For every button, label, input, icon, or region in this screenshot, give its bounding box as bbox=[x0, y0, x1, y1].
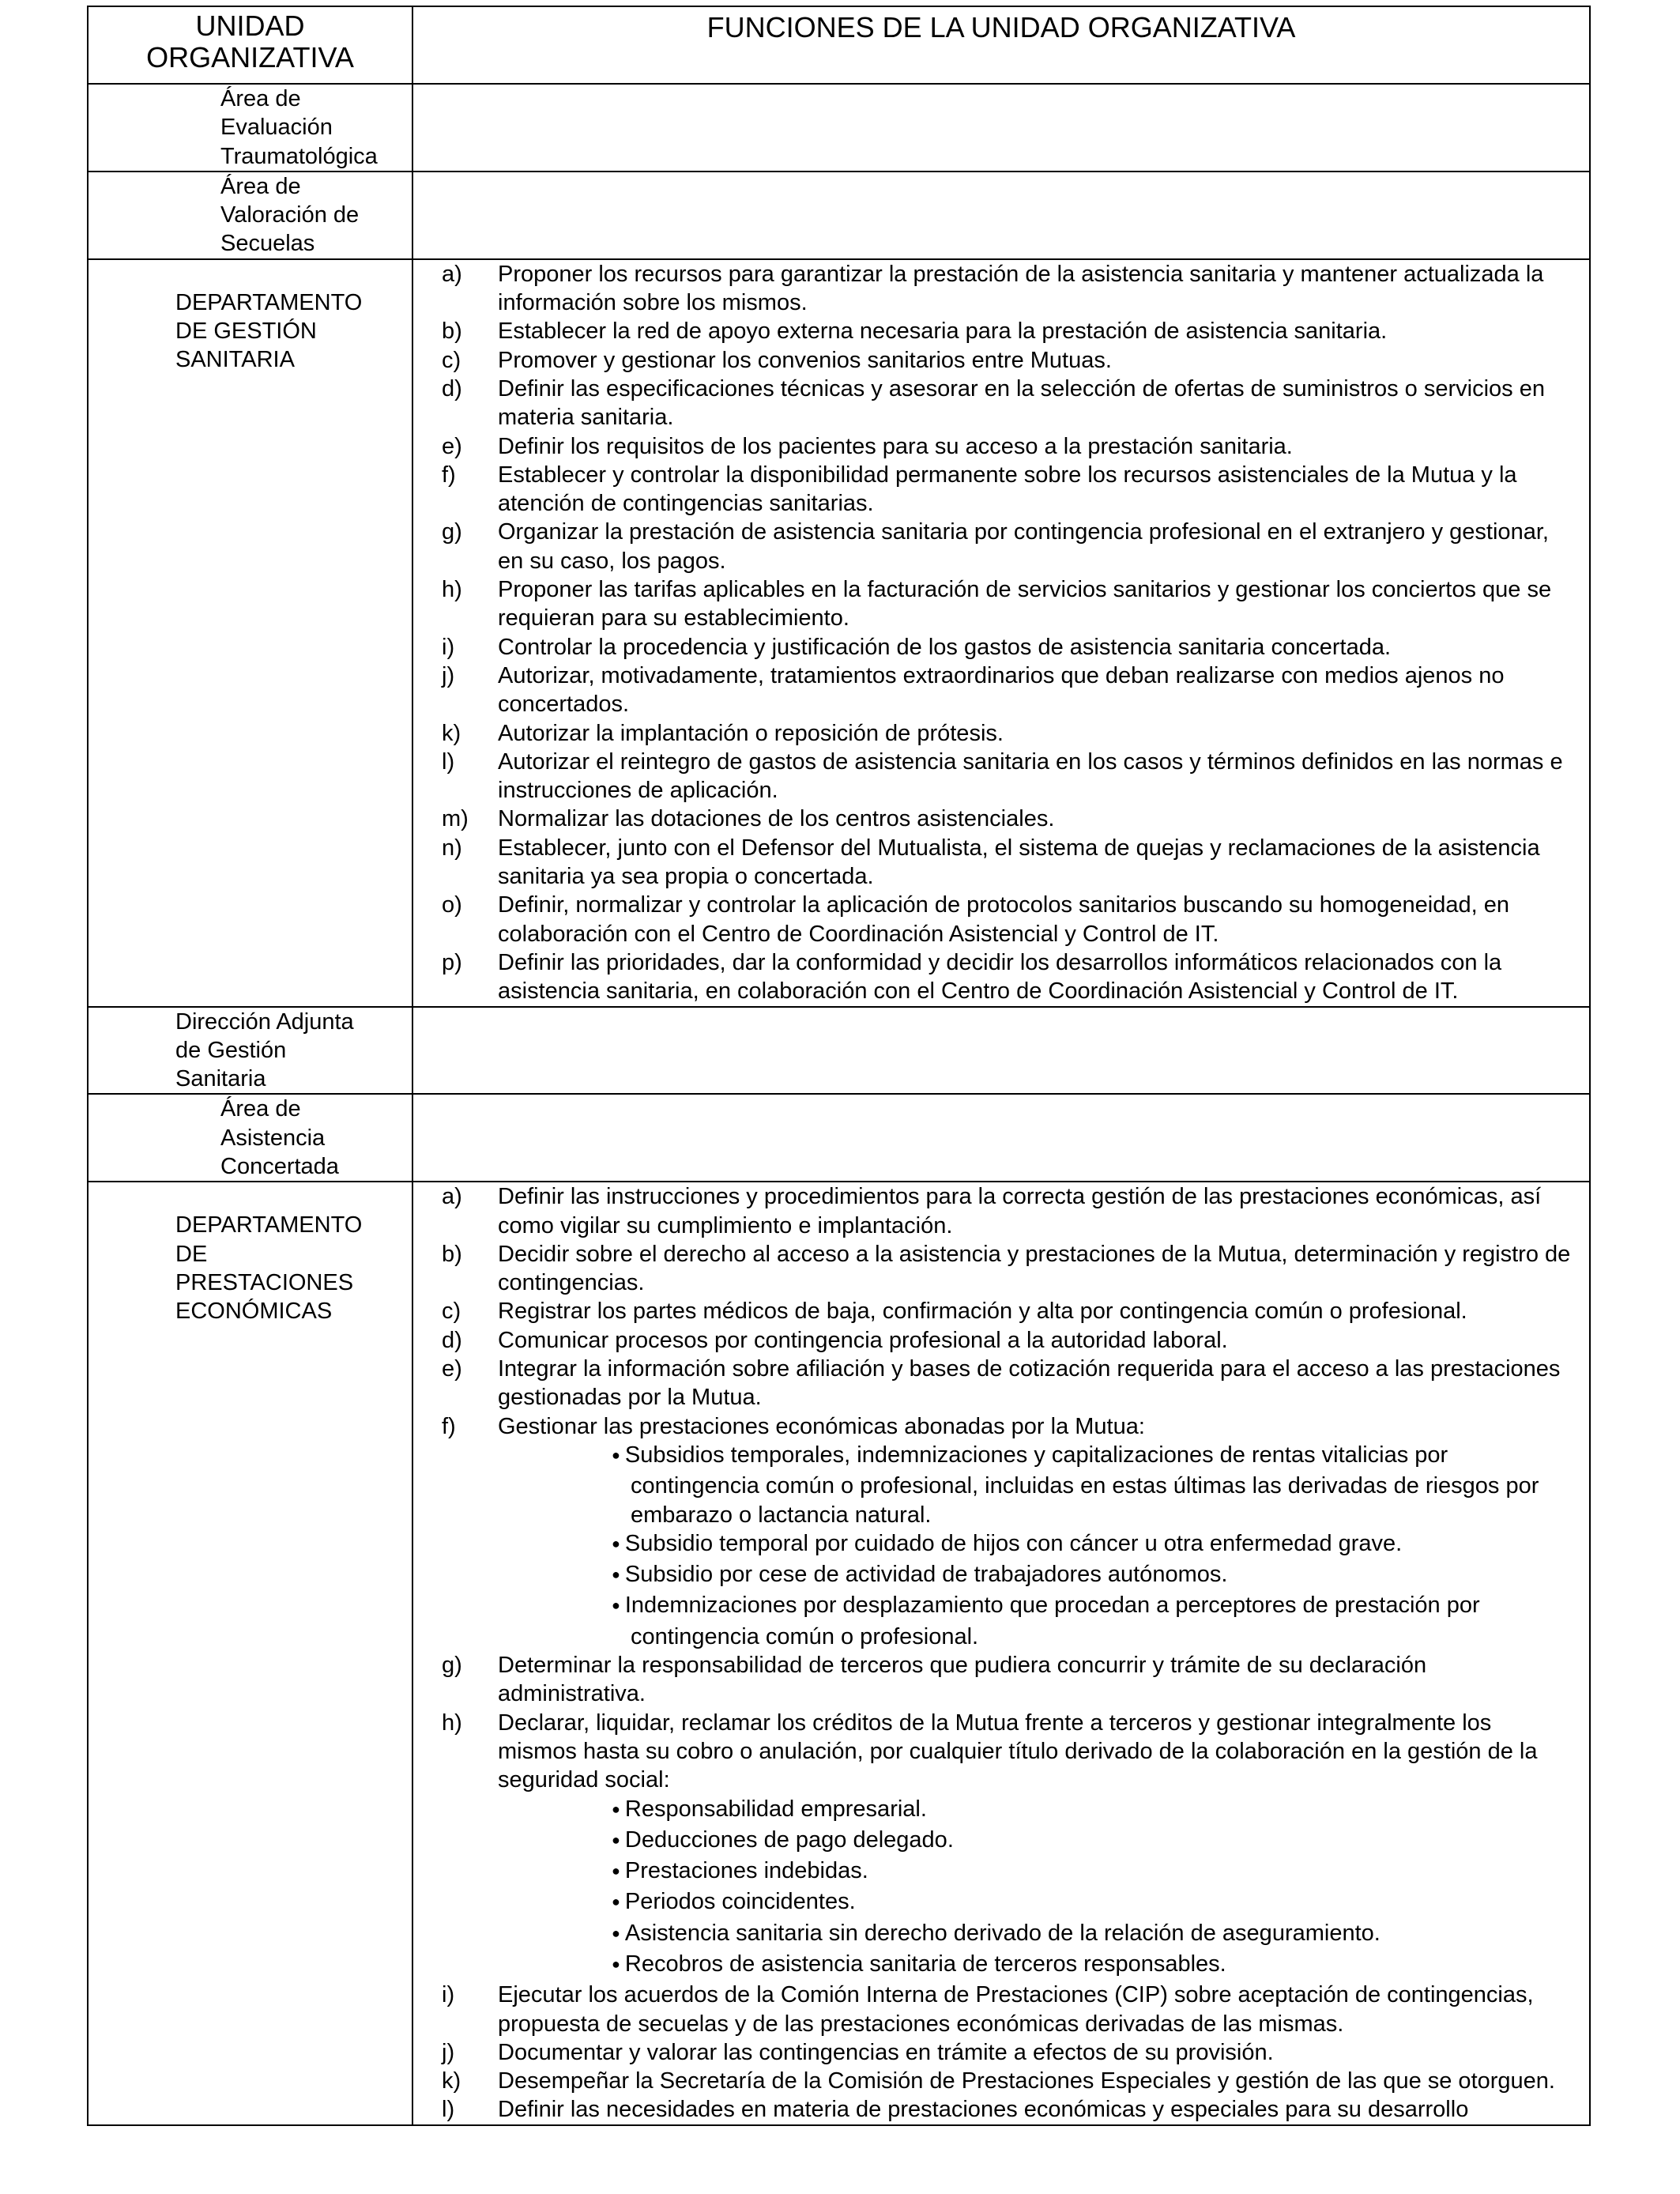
list-item bbox=[413, 1182, 1573, 1240]
bullet-item: ● Subsidio temporal por cuidado de hijos con cáncer u otra enfermedad grave. bbox=[593, 1529, 1573, 1560]
item-label: k) bbox=[442, 720, 461, 746]
functions-cell-empty bbox=[412, 1094, 1590, 1182]
table-row bbox=[88, 84, 1590, 172]
item-text: Desempeñar la Secretaría de la Comisión de Prestaciones Especiales y gestión de las que se otorguen. bbox=[498, 2068, 1555, 2094]
list-item bbox=[413, 1240, 1573, 1298]
list-item bbox=[413, 1709, 1573, 1981]
table-row bbox=[88, 1182, 1590, 2125]
list-item bbox=[413, 2038, 1573, 2067]
item-text: Autorizar, motivadamente, tratamientos extraordinarios que deban realizarse con medios ajenos no concertados. bbox=[498, 662, 1505, 718]
item-label: c) bbox=[442, 347, 461, 373]
item-label: p) bbox=[442, 949, 462, 975]
list-item bbox=[413, 891, 1573, 948]
list-item bbox=[413, 1651, 1573, 1709]
list-item bbox=[413, 1297, 1573, 1325]
item-label: c) bbox=[442, 1299, 461, 1325]
item-label: g) bbox=[442, 1653, 462, 1679]
unit-departamento-prestaciones: DEPARTAMENTO DE PRESTACIONES ECONÓMICAS bbox=[88, 1182, 412, 2125]
list-item bbox=[413, 1355, 1573, 1412]
item-label: d) bbox=[442, 375, 462, 401]
item-label: g) bbox=[442, 519, 462, 545]
list-item bbox=[413, 1412, 1573, 1651]
bullet-item: ● Indemnizaciones por desplazamiento que procedan a perceptores de prestación por contingencia común o profesional. bbox=[593, 1591, 1573, 1651]
bullet-item: ● Periodos coincidentes. bbox=[593, 1887, 1573, 1918]
item-text: Definir las necesidades en materia de prestaciones económicas y especiales para su desarrollo bbox=[498, 2097, 1469, 2123]
item-text: Declarar, liquidar, reclamar los créditos de la Mutua frente a terceros y gestionar integralmente los mismos hasta su cobro o anulación, por cualquier título derivado de la colaboración en la gestión de la seguridad social: bbox=[498, 1710, 1538, 1793]
functions-cell-gestion bbox=[412, 259, 1590, 1007]
item-text: Normalizar las dotaciones de los centros asistenciales. bbox=[498, 806, 1055, 832]
item-text: Ejecutar los acuerdos de la Comión Interna de Prestaciones (CIP) sobre aceptación de contingencias, propuesta de secuelas y de las prestaciones económicas derivadas de las mismas. bbox=[498, 1982, 1534, 2037]
list-item bbox=[413, 948, 1573, 1006]
item-label: f) bbox=[442, 1413, 456, 1439]
item-text: Definir las instrucciones y procedimientos para la correcta gestión de las prestaciones económicas, así como vigilar su cumplimiento e implantación. bbox=[498, 1184, 1542, 1238]
item-text: Definir las prioridades, dar la conformidad y decidir los desarrollos informáticos relacionados con la asistencia sanitaria, en colaboración con el Centro de Coordinación Asistencial y Control de IT. bbox=[498, 949, 1502, 1005]
bullet-item: ● Responsabilidad empresarial. bbox=[593, 1795, 1573, 1826]
item-label: i) bbox=[442, 634, 455, 660]
bullet-list bbox=[498, 1795, 1573, 1981]
list-item bbox=[413, 518, 1573, 575]
list-item bbox=[413, 432, 1573, 461]
functions-cell-empty bbox=[412, 1007, 1590, 1095]
functions-list-gestion bbox=[413, 260, 1589, 1006]
item-text: Definir los requisitos de los pacientes para su acceso a la prestación sanitaria. bbox=[498, 433, 1293, 459]
table-row bbox=[88, 259, 1590, 1007]
item-label: b) bbox=[442, 319, 462, 345]
bullet-item: ● Subsidios temporales, indemnizaciones y capitalizaciones de rentas vitalicias por contingencia común o profesional, incluidas en estas últimas las derivadas de riesgos por embarazo o lactancia natural. bbox=[593, 1441, 1573, 1529]
list-item bbox=[413, 834, 1573, 892]
item-text: Establecer la red de apoyo externa necesaria para la prestación de asistencia sanitaria. bbox=[498, 319, 1388, 345]
functions-cell-empty bbox=[412, 84, 1590, 172]
bullet-item: ● Recobros de asistencia sanitaria de terceros responsables. bbox=[593, 1950, 1573, 1981]
item-text: Autorizar el reintegro de gastos de asistencia sanitaria en los casos y términos definidos en las normas e instrucciones de aplicación. bbox=[498, 748, 1563, 804]
item-label: h) bbox=[442, 577, 462, 603]
list-item bbox=[413, 2095, 1573, 2124]
item-label: b) bbox=[442, 1241, 462, 1267]
item-label: a) bbox=[442, 261, 462, 287]
item-label: k) bbox=[442, 2068, 461, 2094]
functions-table bbox=[87, 6, 1591, 2126]
item-text: Promover y gestionar los convenios sanitarios entre Mutuas. bbox=[498, 347, 1112, 373]
item-text: Comunicar procesos por contingencia profesional a la autoridad laboral. bbox=[498, 1327, 1228, 1353]
list-item bbox=[413, 346, 1573, 375]
bullet-list bbox=[498, 1441, 1573, 1651]
header-unit: UNIDAD ORGANIZATIVA bbox=[88, 6, 412, 84]
item-label: l) bbox=[442, 2097, 455, 2123]
table-row bbox=[88, 172, 1590, 259]
list-item bbox=[413, 1326, 1573, 1355]
list-item bbox=[413, 575, 1573, 633]
unit-asistencia-concertada: Área de Asistencia Concertada bbox=[88, 1094, 412, 1182]
list-item bbox=[413, 1981, 1573, 2038]
list-item bbox=[413, 317, 1573, 345]
item-text: Controlar la procedencia y justificación de los gastos de asistencia sanitaria concertada. bbox=[498, 634, 1392, 660]
item-text: Determinar la responsabilidad de terceros que pudiera concurrir y trámite de su declaración administrativa. bbox=[498, 1653, 1427, 1707]
item-label: d) bbox=[442, 1327, 462, 1353]
list-item bbox=[413, 375, 1573, 432]
item-text: Decidir sobre el derecho al acceso a la asistencia y prestaciones de la Mutua, determinación y registro de contingencias. bbox=[498, 1241, 1571, 1296]
item-text: Documentar y valorar las contingencias en trámite a efectos de su provisión. bbox=[498, 2039, 1274, 2065]
list-item bbox=[413, 662, 1573, 719]
item-label: i) bbox=[442, 1982, 455, 2008]
item-text: Organizar la prestación de asistencia sanitaria por contingencia profesional en el extranjero y gestionar, en su caso, los pagos. bbox=[498, 519, 1549, 574]
functions-cell-empty bbox=[412, 172, 1590, 259]
item-text: Gestionar las prestaciones económicas abonadas por la Mutua: bbox=[498, 1413, 1145, 1439]
unit-direccion-adjunta: Dirección Adjunta de Gestión Sanitaria bbox=[88, 1007, 412, 1095]
bullet-item: ● Subsidio por cese de actividad de trabajadores autónomos. bbox=[593, 1560, 1573, 1591]
list-item bbox=[413, 2067, 1573, 2095]
list-item bbox=[413, 260, 1573, 318]
item-label: l) bbox=[442, 748, 455, 775]
list-item bbox=[413, 461, 1573, 518]
item-text: Proponer los recursos para garantizar la prestación de la asistencia sanitaria y mantener actualizada la información sobre los mismos. bbox=[498, 261, 1544, 316]
bullet-item: ● Deducciones de pago delegado. bbox=[593, 1826, 1573, 1857]
item-text: Establecer y controlar la disponibilidad permanente sobre los recursos asistenciales de la Mutua y la atención de contingencias sanitarias. bbox=[498, 462, 1517, 517]
item-label: e) bbox=[442, 1356, 462, 1382]
bullet-item: ● Asistencia sanitaria sin derecho derivado de la relación de aseguramiento. bbox=[593, 1919, 1573, 1950]
item-label: e) bbox=[442, 433, 462, 459]
functions-list-prestaciones bbox=[413, 1182, 1589, 2124]
list-item bbox=[413, 719, 1573, 748]
unit-evaluacion-traumatologica: Área de Evaluación Traumatológica bbox=[88, 84, 412, 172]
item-text: Registrar los partes médicos de baja, confirmación y alta por contingencia común o profesional. bbox=[498, 1299, 1467, 1325]
item-label: j) bbox=[442, 2039, 455, 2065]
unit-departamento-gestion-sanitaria: DEPARTAMENTO DE GESTIÓN SANITARIA bbox=[88, 259, 412, 1007]
item-text: Definir las especificaciones técnicas y asesorar en la selección de ofertas de suministros o servicios en materia sanitaria. bbox=[498, 375, 1545, 431]
list-item bbox=[413, 805, 1573, 833]
item-text: Establecer, junto con el Defensor del Mutualista, el sistema de quejas y reclamaciones de la asistencia sanitaria ya sea propia o concertada. bbox=[498, 835, 1540, 890]
item-text: Autorizar la implantación o reposición de prótesis. bbox=[498, 720, 1004, 746]
item-label: h) bbox=[442, 1710, 462, 1736]
unit-valoracion-secuelas: Área de Valoración de Secuelas bbox=[88, 172, 412, 259]
item-label: m) bbox=[442, 806, 469, 832]
item-label: o) bbox=[442, 892, 462, 918]
item-label: j) bbox=[442, 662, 455, 688]
item-text: Integrar la información sobre afiliación y bases de cotización requerida para el acceso a las prestaciones gestionadas por la Mutua. bbox=[498, 1356, 1561, 1411]
bullet-item: ● Prestaciones indebidas. bbox=[593, 1857, 1573, 1887]
item-text: Proponer las tarifas aplicables en la facturación de servicios sanitarios y gestionar los conciertos que se requieran para su establecimiento. bbox=[498, 577, 1552, 631]
list-item bbox=[413, 748, 1573, 805]
item-text: Definir, normalizar y controlar la aplicación de protocolos sanitarios buscando su homogeneidad, en colaboración con el Centro de Coordinación Asistencial y Control de IT. bbox=[498, 892, 1509, 947]
header-row bbox=[88, 6, 1590, 84]
list-item bbox=[413, 633, 1573, 662]
header-functions: FUNCIONES DE LA UNIDAD ORGANIZATIVA bbox=[412, 6, 1590, 84]
functions-cell-prestaciones bbox=[412, 1182, 1590, 2125]
item-label: a) bbox=[442, 1184, 462, 1210]
item-label: n) bbox=[442, 835, 462, 861]
table-row bbox=[88, 1094, 1590, 1182]
item-label: f) bbox=[442, 462, 456, 488]
table-row bbox=[88, 1007, 1590, 1095]
